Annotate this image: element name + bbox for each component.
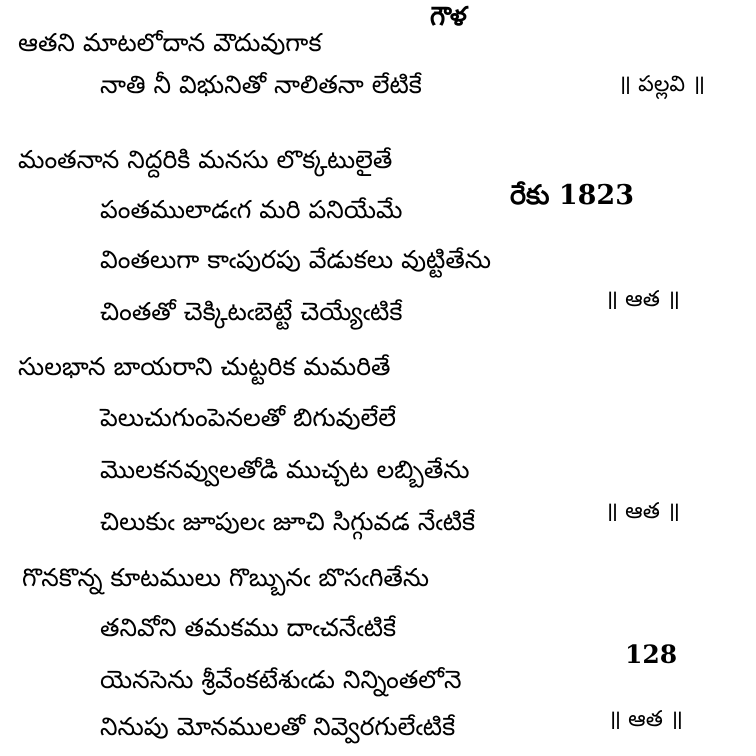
stanza2-marker: ॥ ఆత ॥: [605, 499, 681, 524]
stanza3-line-2: తనివోని తమకము దాఁచనేఁటికే: [100, 613, 397, 642]
pallavi-line-1: ఆతని మాటలోదాన వౌదువుగాక: [18, 28, 322, 57]
stanza2-line-3: మొలకనవ్వులతోడి ముచ్చట లబ్బితేను: [100, 455, 470, 484]
page-number: 128: [625, 640, 678, 669]
stanza3-marker: ॥ ఆత ॥: [608, 707, 684, 732]
stanza2-line-1: సులభాన బాయరాని చుట్టరిక మమరితే: [18, 352, 391, 381]
pallavi-marker: ॥ పల్లవి ॥: [618, 72, 706, 97]
stanza3-line-1: గొనకొన్న కూటములు గొబ్బునఁ బొసఁగితేను: [22, 563, 430, 592]
stanza1-marker: ॥ ఆత ॥: [605, 287, 681, 312]
stanza3-line-3: యెనసెను శ్రీవేంకటేశుఁడు నిన్నింతలోనె: [100, 665, 462, 694]
stanza1-line-3: వింతలుగా కాఁపురపు వేడుకలు వుట్టితేను: [100, 245, 491, 274]
stanza1-line-4: చింతతో చెక్కిటఁబెట్టే చెయ్యేఁటికే: [100, 297, 403, 326]
stanza2-line-2: పెలుచుగుంపెనలతో బిగువులేలే: [100, 403, 396, 432]
stanza1-line-2: పంతములాడఁగ మరి పనియేమే: [100, 195, 403, 224]
stanza3-line-4: నినుపు మోనములతో నివ్వెరగులేఁటికే: [100, 712, 456, 741]
reku-reference: రేకు 1823: [510, 180, 634, 211]
pallavi-line-2: నాతి నీ విభునితో నాలితనా లేటికే: [100, 70, 422, 99]
stanza2-line-4: చిలుకుఁ జూపులఁ జూచి సిగ్గువడ నేఁటికే: [100, 507, 476, 536]
stanza1-line-1: మంతనాన నిద్దరికి మనసు లొక్కటులైతే: [18, 145, 393, 174]
ragam-label: గౌళ: [430, 2, 467, 32]
